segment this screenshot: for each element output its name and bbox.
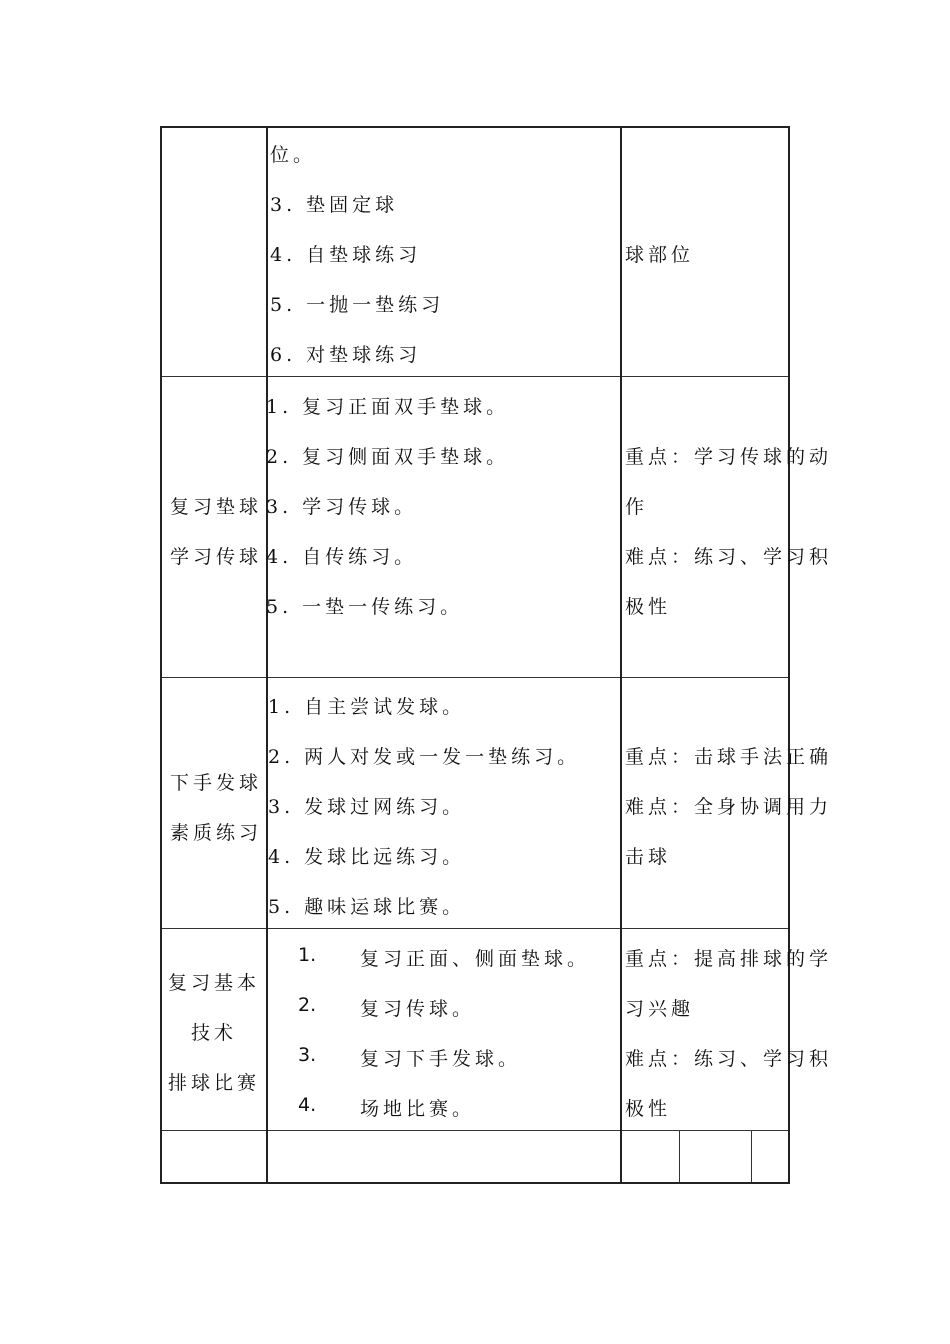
content-line: 复习正面、侧面垫球。 <box>360 948 591 970</box>
topic-line: 学习传球 <box>170 546 263 568</box>
content-line: 位。 <box>270 144 317 166</box>
focus-line: 极性 <box>625 1098 672 1120</box>
list-number: 2. <box>298 994 317 1016</box>
column-divider <box>679 1130 680 1182</box>
focus-line: 习兴趣 <box>625 998 695 1020</box>
content-line: 复习下手发球。 <box>360 1048 522 1070</box>
content-line: 1. 自主尝试发球。 <box>268 696 466 718</box>
content-line: 5. 一垫一传练习。 <box>266 596 464 618</box>
topic-line: 复习垫球 <box>170 496 263 518</box>
row-divider <box>160 376 790 377</box>
topic-line: 排球比赛 <box>167 1072 260 1094</box>
focus-line: 难点：练习、学习积 <box>625 1048 833 1070</box>
row-divider <box>160 928 790 929</box>
focus-line: 难点：练习、学习积 <box>625 546 833 568</box>
column-divider <box>266 126 268 1184</box>
content-line: 5. 一抛一垫练习 <box>270 294 445 316</box>
content-line: 4. 自传练习。 <box>266 546 418 568</box>
content-line: 2. 复习侧面双手垫球。 <box>266 446 510 468</box>
topic-line: 下手发球 <box>170 772 263 794</box>
focus-line: 重点：提高排球的学 <box>625 948 833 970</box>
focus-line: 重点：击球手法正确 <box>625 746 833 768</box>
focus-line: 难点：全身协调用力 <box>625 796 833 818</box>
focus-line: 极性 <box>625 596 672 618</box>
focus-line: 击球 <box>625 846 672 868</box>
content-line: 1. 复习正面双手垫球。 <box>266 396 510 418</box>
content-line: 3. 学习传球。 <box>266 496 418 518</box>
topic-line: 素质练习 <box>170 822 263 844</box>
content-line: 3. 垫固定球 <box>270 194 399 216</box>
column-divider <box>751 1130 752 1182</box>
table-border-bottom <box>160 1182 790 1184</box>
focus-line: 重点：学习传球的动 <box>625 446 833 468</box>
table-border-right <box>788 126 790 1184</box>
row-divider <box>160 1130 790 1131</box>
content-line: 5. 趣味运球比赛。 <box>268 896 466 918</box>
focus-line: 球部位 <box>625 244 695 266</box>
column-divider <box>620 126 622 1184</box>
list-number: 1. <box>298 944 317 966</box>
lesson-table <box>160 126 833 1184</box>
topic-line: 复习基本 <box>167 972 260 994</box>
table-border-top <box>160 126 790 128</box>
content-line: 2. 两人对发或一发一垫练习。 <box>268 746 581 768</box>
content-line: 4. 发球比远练习。 <box>268 846 466 868</box>
list-number: 4. <box>298 1094 317 1116</box>
list-number: 3. <box>298 1044 317 1066</box>
content-line: 6. 对垫球练习 <box>270 344 422 366</box>
content-line: 3. 发球过网练习。 <box>268 796 466 818</box>
content-line: 场地比赛。 <box>360 1098 476 1120</box>
row-divider <box>160 677 790 678</box>
content-line: 4. 自垫球练习 <box>270 244 422 266</box>
focus-line: 作 <box>625 496 649 518</box>
topic-line: 技术 <box>190 1022 237 1044</box>
content-line: 复习传球。 <box>360 998 476 1020</box>
